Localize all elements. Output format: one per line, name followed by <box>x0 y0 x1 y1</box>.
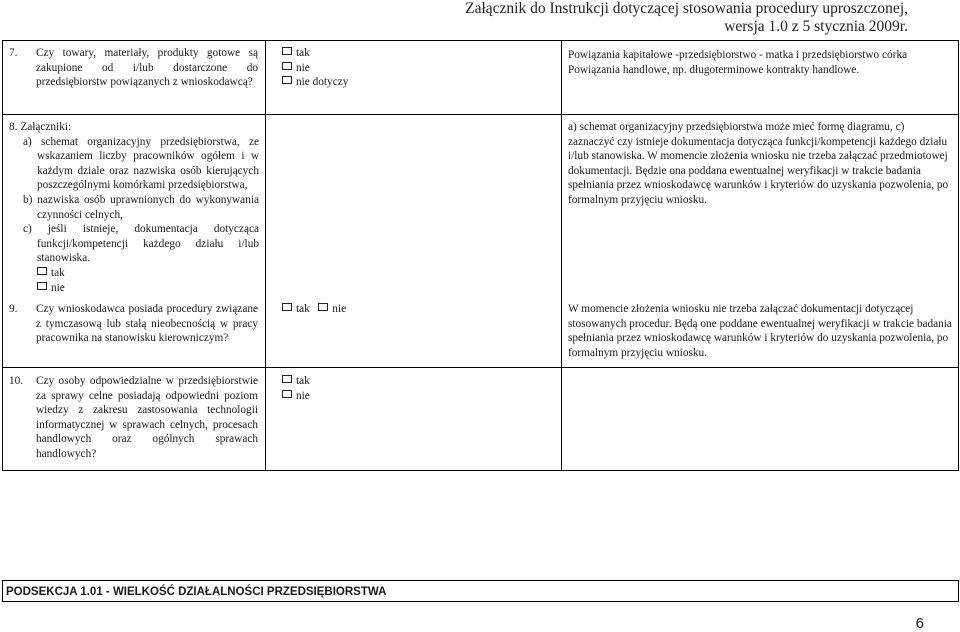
checkbox-icon[interactable] <box>37 267 47 275</box>
q9-option-tak[interactable]: tak <box>282 303 310 315</box>
q10-option-tak[interactable]: tak <box>282 374 310 389</box>
question-8-title: 8. Załączniki: <box>9 121 72 133</box>
table-bottom-border <box>2 470 958 471</box>
checkbox-icon[interactable] <box>282 76 292 84</box>
checkbox-icon[interactable] <box>282 62 292 70</box>
option-nie[interactable]: nie <box>282 61 348 76</box>
question-10-number: 10. <box>9 375 24 387</box>
option-tak[interactable]: tak <box>282 46 348 61</box>
table-left-border <box>2 40 3 471</box>
q8-option-tak[interactable]: tak <box>9 266 259 281</box>
question-7-number: 7. <box>9 47 18 59</box>
answer-line-1: Powiązania kapitałowe -przedsiębiorstwo - matka i przedsiębiorstwo córka <box>568 49 908 61</box>
checkbox-icon[interactable] <box>282 303 292 311</box>
checkbox-icon[interactable] <box>282 375 292 383</box>
attachment-item-c: c) jeśli istnieje, dokumentacja dotycząca funkcji/kompetencji każdego działu i/lub stanowiska. <box>23 223 259 265</box>
checkbox-icon[interactable] <box>282 390 292 398</box>
q9-option-nie[interactable]: nie <box>318 303 346 315</box>
option-nie-dotyczy[interactable]: nie dotyczy <box>282 75 348 90</box>
answer-line-2: Powiązania handlowe, np. długoterminowe kontrakty handlowe. <box>568 63 860 76</box>
attachment-item-b: b) nazwiska osób uprawnionych do wykonywania czynności celnych, <box>23 193 259 221</box>
question-7-options <box>282 46 348 90</box>
column-divider-1 <box>265 40 266 471</box>
question-9-number: 9. <box>9 303 18 315</box>
checkbox-icon[interactable] <box>318 303 328 311</box>
checkbox-icon[interactable] <box>282 47 292 55</box>
question-7-answer <box>568 48 953 77</box>
column-divider-2 <box>561 40 562 471</box>
table-top-border <box>2 40 958 41</box>
question-10-options <box>282 374 310 403</box>
row-divider-10 <box>2 367 958 368</box>
question-8-answer: a) schemat organizacyjny przedsiębiorstwa może mieć formę diagramu, c) zaznaczyć czy istnieje dokumentacja dotycząca funkcji/kompetencji każdego działu i/lub stanowiska. W momencie złożenia wniosku nie trzeba załączać przedmiotowej dokumentacji. Będzie ona poddana ewentualnej weryfikacji w trakcie badania spełniania przez wnioskodawcę warunków i kryteriów do uzyskania pozwolenia, po formalnym przyjęciu wniosku. <box>568 121 949 206</box>
question-7-text: Czy towary, materiały, produkty gotowe są zakupione od i/lub dostarczone do przedsiębiorstw powiązanych z wnioskodawcą? <box>36 47 258 89</box>
section-box-top <box>2 580 958 581</box>
attachment-item-a: a) schemat organizacyjny przedsiębiorstwa, ze wskazaniem liczby pracowników ogółem i w każdym dziale oraz nazwiska osób kierujących poszczególnymi komórkami przedsiębiorstwa, <box>23 135 259 192</box>
section-box-bottom <box>2 601 958 602</box>
row-divider-8 <box>2 114 958 115</box>
question-9-options <box>282 302 346 317</box>
header-line-1: Załącznik do Instrukcji dotyczącej stosowania procedury uproszczonej, <box>465 0 908 17</box>
document-header <box>465 0 908 36</box>
q10-option-nie[interactable]: nie <box>282 389 310 404</box>
checkbox-icon[interactable] <box>37 282 47 290</box>
section-box-left <box>2 580 3 602</box>
section-label: PODSEKCJA 1.01 - WIELKOŚĆ DZIAŁALNOŚCI PRZEDSIĘBIORSTWA <box>6 586 387 598</box>
question-9-text: Czy wnioskodawca posiada procedury związane z tymczasową lub stałą nieobecnością w pracy pracownika na stanowisku kierowniczym? <box>36 303 258 345</box>
question-8-block <box>9 120 259 295</box>
question-9-answer: W momencie złożenia wniosku nie trzeba załączać dokumentacji dotyczącej stosowanych procedur. Będą one poddane ewentualnej weryfikacji w trakcie badania spełniania przez wnioskodawcę warunków i kryteriów do uzyskania pozwolenia, po formalnym przyjęciu wniosku. <box>568 303 952 359</box>
table-right-border <box>958 40 959 471</box>
page-number: 6 <box>915 615 924 632</box>
q8-option-nie[interactable]: nie <box>9 281 259 296</box>
section-box-right <box>958 580 959 602</box>
question-8-number: 8. <box>9 121 18 133</box>
question-10-text: Czy osoby odpowiedzialne w przedsiębiorstwie za sprawy celne posiadają odpowiedni poziom wiedzy z zakresu zastosowania technologii informatycznej w sprawach celnych, procesach handlowych oraz ogólnych sprawach handlowych? <box>36 375 258 460</box>
header-line-2: wersja 1.0 z 5 stycznia 2009r. <box>724 18 908 35</box>
